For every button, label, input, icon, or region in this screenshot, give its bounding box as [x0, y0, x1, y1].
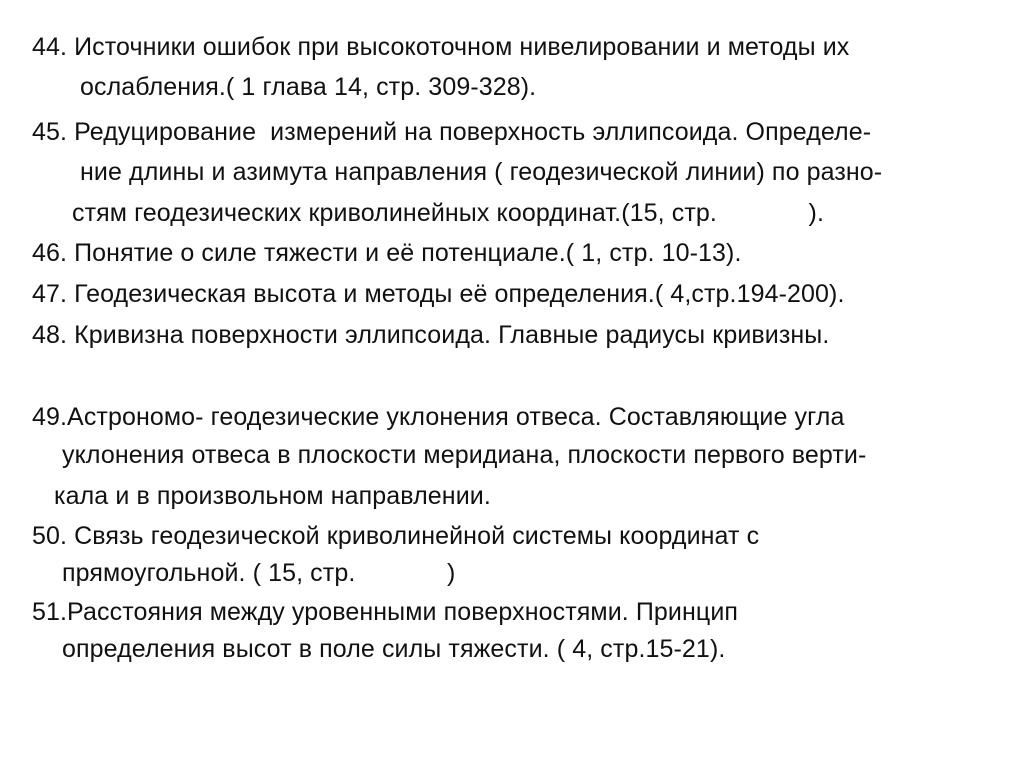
item-49-line-1: 49.Астрономо- геодезические уклонения отвеса. Составляющие угла [32, 403, 845, 431]
item-45-line-2: ние длины и азимута направления ( геодезической линии) по разно- [80, 158, 883, 186]
item-47-line-1: 47. Геодезическая высота и методы её определения.( 4,стр.194-200). [32, 280, 845, 308]
item-51-line-1: 51.Расстояния между уровенными поверхностями. Принцип [32, 598, 739, 626]
item-48-line-1: 48. Кривизна поверхности эллипсоида. Главные радиусы кривизны. [32, 321, 830, 349]
item-46-line-1: 46. Понятие о силе тяжести и её потенциале.( 1, стр. 10-13). [32, 239, 742, 267]
item-45-line-3: стям геодезических криволинейных координат.(15, стр. ). [72, 199, 824, 227]
item-44-line-1: 44. Источники ошибок при высокоточном нивелировании и методы их [32, 33, 850, 61]
item-49-line-2: уклонения отвеса в плоскости меридиана, плоскости первого верти- [62, 441, 867, 469]
item-50-line-1: 50. Связь геодезической криволинейной системы координат с [32, 522, 760, 550]
item-50-line-2: прямоугольной. ( 15, стр. ) [62, 559, 456, 587]
item-45-line-1: 45. Редуцирование измерений на поверхность эллипсоида. Определе- [32, 118, 872, 146]
item-44-line-2: ослабления.( 1 глава 14, стр. 309-328). [80, 73, 537, 101]
item-49-line-3: кала и в произвольном направлении. [54, 482, 491, 510]
item-51-line-2: определения высот в поле силы тяжести. ( 4, стр.15-21). [62, 635, 726, 663]
